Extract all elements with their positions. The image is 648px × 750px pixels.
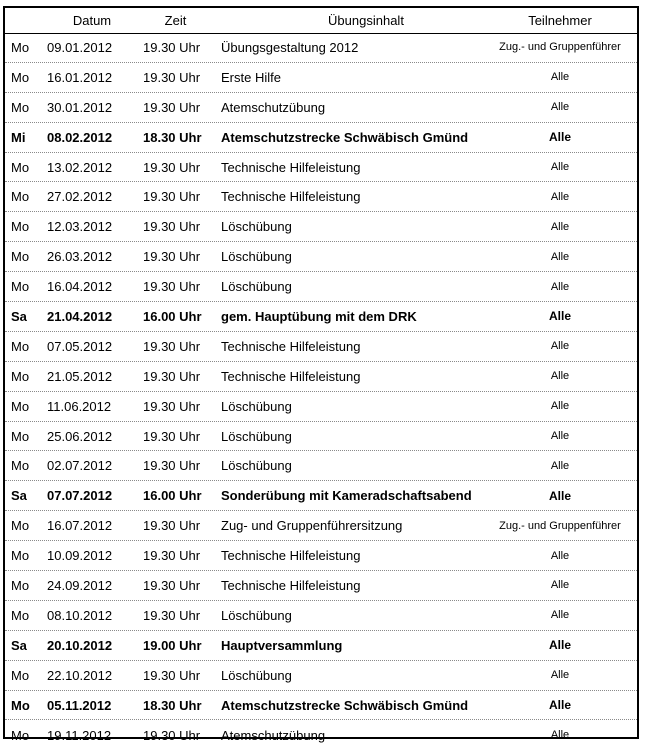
row-day: Mo (11, 577, 30, 593)
row-day: Sa (11, 637, 27, 653)
row-date: 16.07.2012 (47, 518, 113, 534)
table-row (5, 451, 637, 481)
row-participants: Zug.- und Gruppenführer (499, 41, 621, 54)
row-topic: Technische Hilfeleistung (221, 189, 361, 205)
row-date: 11.06.2012 (47, 398, 112, 414)
row-topic: Löschübung (221, 428, 292, 444)
row-topic: Technische Hilfeleistung (221, 338, 361, 354)
row-participants: Alle (550, 101, 570, 114)
row-day: Mo (11, 279, 30, 295)
row-participants: Alle (550, 549, 570, 562)
row-day: Sa (11, 488, 27, 504)
row-date: 21.04.2012 (47, 308, 113, 324)
row-topic: Sonderübung mit Kameradschaftsabend (221, 488, 472, 504)
table-row (5, 511, 637, 541)
row-time: 19.30 Uhr (143, 727, 201, 743)
row-day: Mo (11, 219, 30, 235)
row-day: Mo (11, 159, 30, 175)
table-row (5, 242, 637, 272)
header-participants: Teilnehmer (528, 12, 592, 28)
row-date: 24.09.2012 (47, 577, 113, 593)
table-row (5, 362, 637, 392)
row-participants: Alle (550, 669, 570, 682)
row-time: 16.00 Uhr (143, 308, 202, 324)
row-date: 19.11.2012 (47, 727, 112, 743)
row-participants: Alle (550, 609, 570, 622)
row-time: 16.00 Uhr (143, 488, 202, 504)
row-date: 02.07.2012 (47, 458, 113, 474)
row-topic: Technische Hilfeleistung (221, 368, 361, 384)
row-date: 08.02.2012 (47, 129, 113, 145)
row-time: 19.30 Uhr (143, 368, 201, 384)
row-time: 19.30 Uhr (143, 607, 201, 623)
row-time: 19.30 Uhr (143, 219, 201, 235)
row-day: Mo (11, 189, 30, 205)
table-row (5, 571, 637, 601)
row-day: Mo (11, 458, 30, 474)
row-participants: Alle (550, 400, 570, 413)
schedule-table (3, 6, 639, 743)
row-participants: Alle (548, 698, 571, 713)
row-time: 19.30 Uhr (143, 458, 201, 474)
row-date: 27.02.2012 (47, 189, 113, 205)
table-row (5, 182, 637, 212)
row-participants: Alle (550, 430, 570, 443)
row-day: Mo (11, 667, 30, 683)
table-row (5, 33, 637, 63)
row-participants: Alle (550, 340, 570, 353)
row-time: 19.30 Uhr (143, 39, 201, 55)
row-date: 16.01.2012 (47, 69, 113, 85)
table-row (5, 601, 637, 631)
row-topic: Hauptversammlung (221, 637, 343, 653)
row-time: 19.30 Uhr (143, 428, 201, 444)
row-topic: Löschübung (221, 607, 292, 623)
row-time: 18.30 Uhr (143, 697, 202, 713)
row-date: 16.04.2012 (47, 279, 113, 295)
row-participants: Alle (550, 71, 570, 84)
row-day: Mo (11, 727, 30, 743)
table-row (5, 422, 637, 452)
row-date: 22.10.2012 (47, 667, 113, 683)
row-time: 19.30 Uhr (143, 518, 201, 534)
row-date: 21.05.2012 (47, 368, 113, 384)
header-time: Zeit (164, 12, 187, 28)
row-day: Mo (11, 518, 30, 534)
table-row (5, 481, 637, 511)
row-time: 19.30 Uhr (143, 398, 201, 414)
row-topic: Erste Hilfe (221, 69, 281, 85)
row-day: Mi (11, 129, 26, 145)
row-topic: Atemschutzstrecke Schwäbisch Gmünd (221, 697, 469, 713)
row-time: 19.00 Uhr (143, 637, 202, 653)
row-participants: Alle (548, 488, 571, 503)
row-participants: Alle (548, 309, 571, 324)
row-day: Sa (11, 308, 27, 324)
row-day: Mo (11, 69, 30, 85)
table-header (5, 8, 637, 34)
table-row (5, 541, 637, 571)
row-day: Mo (11, 398, 30, 414)
row-date: 10.09.2012 (47, 548, 113, 564)
row-day: Mo (11, 249, 30, 265)
table-body (5, 33, 637, 750)
row-topic: gem. Hauptübung mit dem DRK (221, 308, 417, 324)
row-date: 07.05.2012 (47, 338, 113, 354)
row-day: Mo (11, 548, 30, 564)
row-date: 05.11.2012 (47, 697, 112, 713)
row-time: 19.30 Uhr (143, 279, 201, 295)
row-date: 20.10.2012 (47, 637, 113, 653)
row-topic: Atemschutzübung (221, 727, 326, 743)
table-row (5, 691, 637, 721)
row-time: 19.30 Uhr (143, 189, 201, 205)
row-topic: Atemschutzübung (221, 99, 326, 115)
row-participants: Alle (550, 729, 570, 742)
row-day: Mo (11, 607, 30, 623)
row-time: 18.30 Uhr (143, 129, 202, 145)
row-participants: Zug.- und Gruppenführer (499, 519, 621, 532)
row-date: 13.02.2012 (47, 159, 113, 175)
row-topic: Technische Hilfeleistung (221, 159, 361, 175)
row-topic: Löschübung (221, 219, 292, 235)
row-participants: Alle (550, 370, 570, 383)
header-topic: Übungsinhalt (328, 12, 404, 28)
row-day: Mo (11, 39, 30, 55)
row-time: 19.30 Uhr (143, 667, 201, 683)
row-participants: Alle (548, 130, 571, 145)
row-day: Mo (11, 368, 30, 384)
row-time: 19.30 Uhr (143, 99, 201, 115)
row-topic: Löschübung (221, 249, 292, 265)
row-topic: Löschübung (221, 398, 292, 414)
table-row (5, 123, 637, 153)
row-date: 26.03.2012 (47, 249, 113, 265)
row-topic: Übungsgestaltung 2012 (221, 39, 359, 55)
table-row (5, 63, 637, 93)
row-day: Mo (11, 697, 30, 713)
table-row (5, 272, 637, 302)
row-date: 30.01.2012 (47, 99, 113, 115)
table-row (5, 631, 637, 661)
row-time: 19.30 Uhr (143, 577, 201, 593)
row-time: 19.30 Uhr (143, 249, 201, 265)
row-day: Mo (11, 99, 30, 115)
row-date: 08.10.2012 (47, 607, 113, 623)
row-topic: Technische Hilfeleistung (221, 577, 361, 593)
table-row (5, 153, 637, 183)
row-participants: Alle (550, 579, 570, 592)
row-time: 19.30 Uhr (143, 338, 201, 354)
table-row (5, 93, 637, 123)
row-participants: Alle (550, 280, 570, 293)
row-participants: Alle (548, 638, 571, 653)
row-time: 19.30 Uhr (143, 548, 201, 564)
row-time: 19.30 Uhr (143, 159, 201, 175)
row-topic: Technische Hilfeleistung (221, 548, 361, 564)
row-date: 12.03.2012 (47, 219, 113, 235)
row-topic: Löschübung (221, 667, 292, 683)
row-participants: Alle (550, 190, 570, 203)
row-topic: Atemschutzstrecke Schwäbisch Gmünd (221, 129, 469, 145)
row-participants: Alle (550, 250, 570, 263)
row-topic: Zug- und Gruppenführersitzung (221, 518, 403, 534)
table-row (5, 302, 637, 332)
table-row (5, 392, 637, 422)
table-row (5, 212, 637, 242)
row-time: 19.30 Uhr (143, 69, 201, 85)
table-row (5, 720, 637, 750)
row-day: Mo (11, 338, 30, 354)
row-participants: Alle (550, 220, 570, 233)
row-day: Mo (11, 428, 30, 444)
header-date: Datum (72, 12, 112, 28)
row-date: 09.01.2012 (47, 39, 113, 55)
row-date: 07.07.2012 (47, 488, 113, 504)
row-topic: Löschübung (221, 458, 292, 474)
row-topic: Löschübung (221, 279, 292, 295)
row-date: 25.06.2012 (47, 428, 113, 444)
table-row (5, 332, 637, 362)
row-participants: Alle (550, 459, 570, 472)
row-participants: Alle (550, 161, 570, 173)
table-row (5, 661, 637, 691)
